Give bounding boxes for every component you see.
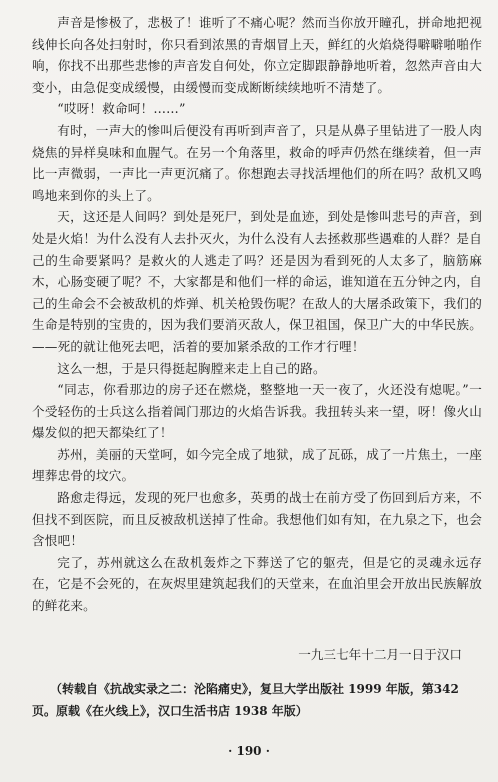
- paragraph-5: 这么一想，于是只得挺起胸膛来走上自己的路。: [57, 360, 326, 376]
- paragraph-8: 路愈走得远，发现的死尸也愈多，英勇的战士在前方受了伤回到后方来，不但找不到医院，而且反被敌机送掉了性命。我想他们如有知，在九泉之下，也会含恨吧！: [32, 490, 482, 549]
- paragraph-3: 有时，一声大的惨叫后便没有再听到声音了，只是从鼻子里钻进了一股人肉烧焦的异样臭味和血腥气。在另一个角落里，救命的呼声仍然在继续着，但一声比一声微弱，一声比一声更沉痛了。你想跑去寻找活埋他们的所在吗？敌机又鸣鸣地来到你的头上了。: [32, 122, 482, 203]
- source-note: （转载自《抗战实录之二：沦陷痛史》，复旦大学出版社 1999 年版，第342 页。原载《在火线上》，汉口生活书店 1938 年版）: [32, 682, 459, 718]
- page-number: · 190 ·: [228, 744, 270, 758]
- paragraph-4: 天，这还是人间吗？到处是死尸，到处是血迹，到处是惨叫悲号的声音，到处是火焰！为什么没有人去扑灭火，为什么没有人去拯救那些遇难的人群？是自己的生命要紧吗？是救火的人逃走了吗？还是因为看到死的人太多了，脑筋麻木，心肠变硬了呢？不，大家都是和他们一样的命运，谁知道在五分钟之内，自己的生命会不会被敌机的炸弹、机关枪毁伤呢？在敌人的大屠杀政策下，我们的生命是特别的宝贵的，因为我们要消灭敌人，保卫祖国，保卫广大的中华民族。——死的就让他死去吧，活着的要加紧杀敌的工作才行哩！: [32, 209, 482, 354]
- paragraph-2: “哎呀！救命呵！……”: [57, 101, 186, 117]
- date-line: 一九三七年十二月一日于汉口: [298, 647, 462, 662]
- paragraph-9: 完了，苏州就这么在敌机轰炸之下葬送了它的躯壳，但是它的灵魂永远存在，它是不会死的，在灰烬里建筑起我们的天堂来，在血泊里会开放出民族解放的鲜花来。: [32, 554, 482, 614]
- paragraph-7: 苏州，美丽的天堂呵，如今完全成了地狱，成了瓦砾，成了一片焦土，一座埋葬忠骨的坟穴。: [32, 446, 482, 484]
- paragraph-1: 声音是惨极了，悲极了！谁听了不痛心呢？然而当你放开瞳孔，拼命地把视线伸长向各处扫射时，你只看到浓黑的青烟冒上天，鲜红的火焰烧得噼噼啪啪作响，你找不出那些悲惨的声音发自何处，你立定脚跟静静地听着，忽然声音由大变小，由急促变成缓慢，由缓慢而变成断断续续地听不清楚了。: [32, 15, 482, 95]
- body-text: [32, 12, 482, 617]
- paragraph-6: “同志，你看那边的房子还在燃烧，整整地一天一夜了，火还没有熄呢。”一个受轻伤的士兵这么指着阊门那边的火焰告诉我。我扭转头来一望，呀！像火山爆发似的把天都染红了！: [32, 382, 482, 441]
